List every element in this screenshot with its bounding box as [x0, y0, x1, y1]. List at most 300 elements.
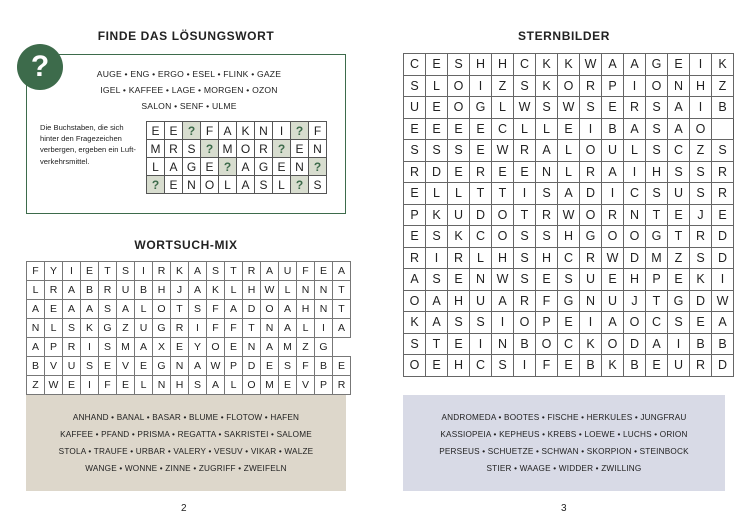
sternbilder-letter-cell: K — [448, 226, 470, 248]
wortsuch-letter-cell: A — [189, 262, 207, 281]
sternbilder-letter-cell: S — [448, 312, 470, 334]
wortsuch-letter-cell: A — [63, 300, 81, 319]
sternbilder-letter-cell: S — [404, 140, 426, 162]
wortsuch-letter-cell: B — [135, 281, 153, 300]
sternbilder-letter-cell: S — [448, 140, 470, 162]
sternbilder-letter-cell: R — [712, 183, 734, 205]
sternbilder-letter-cell: S — [404, 333, 426, 355]
sternbilder-letter-cell: S — [668, 312, 690, 334]
finde-letter-cell: S — [183, 140, 201, 158]
wortsuch-letter-cell: K — [81, 319, 99, 338]
sternbilder-letter-cell: D — [712, 226, 734, 248]
sternbilder-letter-cell: O — [624, 226, 646, 248]
wortsuch-letter-cell: H — [171, 376, 189, 395]
wortsuch-letter-cell: E — [117, 376, 135, 395]
wortsuch-letter-cell: U — [63, 357, 81, 376]
sternbilder-letter-cell: K — [404, 312, 426, 334]
wortsuch-letter-cell: R — [333, 376, 351, 395]
sternbilder-letter-cell: I — [668, 333, 690, 355]
wortsuch-letter-cell: T — [171, 300, 189, 319]
sternbilder-letter-cell: S — [712, 140, 734, 162]
sternbilder-letter-cell: D — [690, 290, 712, 312]
sternbilder-letter-cell: E — [470, 118, 492, 140]
wortsuch-letter-cell: G — [99, 319, 117, 338]
finde-letter-cell: G — [183, 158, 201, 176]
sternbilder-letter-cell: O — [404, 355, 426, 377]
wortsuch-letter-cell: A — [135, 338, 153, 357]
wortsuch-letter-cell: A — [279, 300, 297, 319]
wortsuch-letter-cell: A — [207, 376, 225, 395]
sternbilder-letter-cell: W — [580, 54, 602, 76]
sternbilder-letter-cell: U — [404, 97, 426, 119]
sternbilder-letter-cell: I — [514, 355, 536, 377]
finde-letter-cell: A — [237, 158, 255, 176]
wortsuch-letter-cell: N — [315, 300, 333, 319]
wortsuch-letter-cell: E — [315, 262, 333, 281]
sternbilder-letter-cell: D — [712, 247, 734, 269]
sternbilder-letter-cell: K — [426, 204, 448, 226]
sternbilder-letter-cell: S — [646, 118, 668, 140]
sternbilder-letter-grid — [403, 53, 734, 377]
finde-letter-cell: E — [201, 158, 219, 176]
finde-letter-cell: ? — [201, 140, 219, 158]
finde-instruction: Die Buchstaben, die sich hinter den Fragezeichen verbergen, ergeben ein Luftverkehrsmittel. — [40, 123, 136, 166]
sternbilder-letter-cell: U — [602, 140, 624, 162]
finde-letter-cell: E — [165, 176, 183, 194]
sternbilder-letter-cell: I — [514, 183, 536, 205]
sternbilder-letter-cell: S — [514, 247, 536, 269]
sternbilder-letter-cell: E — [492, 161, 514, 183]
sternbilder-letter-cell: I — [602, 183, 624, 205]
sternbilder-letter-cell: A — [712, 312, 734, 334]
sternbilder-letter-cell: A — [602, 312, 624, 334]
finde-letter-cell: ? — [147, 176, 165, 194]
sternbilder-letter-cell: O — [536, 333, 558, 355]
sternbilder-letter-cell: E — [602, 97, 624, 119]
sternbilder-letter-cell: B — [712, 97, 734, 119]
wortsuch-letter-cell: E — [81, 262, 99, 281]
sternbilder-letter-cell: H — [492, 247, 514, 269]
sternbilder-letter-cell: C — [492, 118, 514, 140]
sternbilder-letter-cell: T — [492, 183, 514, 205]
sternbilder-letter-cell: D — [624, 333, 646, 355]
grid-row — [404, 97, 734, 119]
sternbilder-letter-cell: R — [514, 140, 536, 162]
wortsuch-letter-cell: Z — [297, 338, 315, 357]
grid-row — [404, 355, 734, 377]
sternbilder-letter-cell: U — [470, 290, 492, 312]
wortsuch-letter-cell: F — [225, 319, 243, 338]
finde-word-line: SALON • SENF • ULME — [141, 101, 237, 111]
sternbilder-letter-cell: B — [602, 118, 624, 140]
finde-letter-cell: M — [147, 140, 165, 158]
wortsuch-letter-cell: T — [99, 262, 117, 281]
grid-row — [147, 140, 327, 158]
sternbilder-letter-cell: K — [558, 54, 580, 76]
finde-letter-cell: E — [291, 140, 309, 158]
sternbilder-letter-cell: E — [646, 355, 668, 377]
sternbilder-letter-cell: O — [646, 75, 668, 97]
sternbilder-letter-cell: A — [536, 140, 558, 162]
sternbilder-letter-cell: E — [558, 312, 580, 334]
sternbilder-letter-cell: G — [580, 226, 602, 248]
sternbilder-letter-cell: K — [536, 75, 558, 97]
wortsuch-letter-cell: F — [207, 300, 225, 319]
wortsuch-letter-cell: O — [207, 338, 225, 357]
grid-row — [404, 226, 734, 248]
sternbilder-letter-cell: A — [492, 290, 514, 312]
wortsuch-letter-cell: F — [207, 319, 225, 338]
sternbilder-letter-cell: C — [624, 183, 646, 205]
wortsuch-letter-cell: N — [171, 357, 189, 376]
sternbilder-letter-cell: B — [712, 333, 734, 355]
wortsuch-letter-cell: E — [99, 357, 117, 376]
wortsuch-letter-cell: Z — [27, 376, 45, 395]
grid-row — [404, 183, 734, 205]
wortsuch-letter-cell: M — [279, 338, 297, 357]
wortsuch-word-line: ANHAND • BANAL • BASAR • BLUME • FLOTOW • HAFEN — [72, 413, 300, 422]
grid-row — [27, 262, 351, 281]
wortsuch-letter-cell: A — [63, 281, 81, 300]
wortsuch-letter-cell: W — [45, 376, 63, 395]
sternbilder-letter-cell: O — [514, 312, 536, 334]
sternbilder-letter-cell: E — [448, 161, 470, 183]
sternbilder-letter-cell: G — [668, 290, 690, 312]
sternbilder-letter-cell: S — [646, 183, 668, 205]
sternbilder-letter-cell: S — [492, 355, 514, 377]
wortsuch-letter-cell: I — [135, 262, 153, 281]
sternbilder-letter-cell: W — [492, 140, 514, 162]
sternbilder-letter-cell: G — [646, 226, 668, 248]
sternbilder-letter-cell: O — [602, 333, 624, 355]
finde-letter-cell: F — [309, 122, 327, 140]
wortsuch-letter-cell: A — [117, 300, 135, 319]
sternbilder-letter-cell: W — [558, 97, 580, 119]
finde-letter-cell: ? — [183, 122, 201, 140]
sternbilder-letter-cell: L — [624, 140, 646, 162]
wortsuch-letter-cell: O — [243, 376, 261, 395]
wortsuch-letter-cell: D — [243, 357, 261, 376]
sternbilder-letter-cell: O — [448, 75, 470, 97]
wortsuch-letter-cell: A — [225, 300, 243, 319]
sternbilder-letter-cell: S — [536, 97, 558, 119]
finde-letter-cell: S — [309, 176, 327, 194]
sternbilder-letter-cell: C — [646, 312, 668, 334]
wortsuch-letter-cell: S — [99, 338, 117, 357]
sternbilder-letter-cell: A — [646, 333, 668, 355]
wortsuch-letter-cell: A — [261, 262, 279, 281]
wortsuch-letter-cell: S — [99, 300, 117, 319]
sternbilder-title: STERNBILDER — [518, 29, 610, 43]
sternbilder-letter-cell: R — [536, 204, 558, 226]
sternbilder-letter-cell: U — [668, 355, 690, 377]
sternbilder-letter-cell: S — [514, 226, 536, 248]
grid-row — [404, 118, 734, 140]
wortsuch-letter-cell: R — [153, 262, 171, 281]
sternbilder-letter-cell: Z — [712, 75, 734, 97]
wortsuch-word-box — [26, 395, 346, 491]
grid-row — [27, 300, 351, 319]
sternbilder-letter-cell: L — [448, 183, 470, 205]
sternbilder-letter-cell: R — [580, 161, 602, 183]
sternbilder-letter-cell: F — [536, 290, 558, 312]
sternbilder-letter-cell: D — [580, 183, 602, 205]
sternbilder-letter-cell: C — [558, 333, 580, 355]
grid-row — [27, 281, 351, 300]
sternbilder-letter-cell: S — [426, 269, 448, 291]
wortsuch-letter-cell: R — [243, 262, 261, 281]
wortsuch-letter-cell: E — [63, 376, 81, 395]
sternbilder-letter-cell: I — [492, 312, 514, 334]
sternbilder-letter-cell: W — [602, 247, 624, 269]
sternbilder-letter-cell: C — [558, 247, 580, 269]
sternbilder-letter-cell: S — [668, 161, 690, 183]
sternbilder-letter-cell: L — [558, 140, 580, 162]
sternbilder-letter-cell: E — [602, 269, 624, 291]
sternbilder-letter-cell: T — [514, 204, 536, 226]
sternbilder-letter-cell: B — [580, 355, 602, 377]
wortsuch-letter-cell: L — [27, 281, 45, 300]
finde-letter-cell: N — [291, 158, 309, 176]
finde-letter-cell: A — [219, 122, 237, 140]
sternbilder-letter-cell: K — [580, 333, 602, 355]
finde-letter-cell: I — [273, 122, 291, 140]
sternbilder-letter-cell: S — [514, 269, 536, 291]
wortsuch-letter-cell: F — [27, 262, 45, 281]
sternbilder-letter-cell: H — [624, 269, 646, 291]
wortsuch-letter-cell: A — [189, 357, 207, 376]
sternbilder-letter-cell: B — [690, 333, 712, 355]
sternbilder-letter-cell: S — [558, 269, 580, 291]
sternbilder-letter-cell: I — [624, 161, 646, 183]
sternbilder-letter-cell: H — [470, 54, 492, 76]
sternbilder-letter-cell: O — [492, 226, 514, 248]
sternbilder-letter-cell: S — [536, 226, 558, 248]
sternbilder-letter-cell: U — [602, 290, 624, 312]
sternbilder-letter-cell: O — [690, 118, 712, 140]
sternbilder-letter-cell: W — [712, 290, 734, 312]
sternbilder-letter-cell: L — [470, 247, 492, 269]
sternbilder-letter-cell: R — [448, 247, 470, 269]
wortsuch-letter-cell: E — [261, 357, 279, 376]
sternbilder-letter-cell: S — [426, 226, 448, 248]
sternbilder-letter-cell: L — [426, 183, 448, 205]
sternbilder-letter-cell: G — [558, 290, 580, 312]
sternbilder-letter-cell: K — [690, 269, 712, 291]
sternbilder-letter-cell: H — [492, 54, 514, 76]
sternbilder-letter-cell: E — [514, 161, 536, 183]
wortsuch-letter-cell: F — [297, 262, 315, 281]
grid-row — [404, 161, 734, 183]
wortsuch-letter-cell: U — [117, 281, 135, 300]
sternbilder-letter-cell: N — [624, 204, 646, 226]
sternbilder-letter-cell: R — [404, 247, 426, 269]
sternbilder-letter-cell: E — [668, 204, 690, 226]
wortsuch-word-line: KAFFEE • PFAND • PRISMA • REGATTA • SAKRISTEI • SALOME — [60, 430, 312, 439]
sternbilder-letter-cell: R — [580, 247, 602, 269]
sternbilder-letter-cell: S — [470, 312, 492, 334]
wortsuch-letter-cell: H — [243, 281, 261, 300]
sternbilder-letter-cell: H — [646, 161, 668, 183]
sternbilder-letter-cell: K — [536, 54, 558, 76]
sternbilder-letter-cell: L — [514, 118, 536, 140]
sternbilder-letter-cell: D — [426, 161, 448, 183]
sternbilder-letter-cell: N — [492, 333, 514, 355]
finde-letter-cell: O — [201, 176, 219, 194]
sternbilder-letter-cell: W — [492, 269, 514, 291]
sternbilder-letter-cell: I — [426, 247, 448, 269]
grid-row — [27, 319, 351, 338]
sternbilder-letter-cell: I — [580, 118, 602, 140]
grid-row — [404, 54, 734, 76]
sternbilder-letter-cell: I — [624, 75, 646, 97]
sternbilder-letter-cell: O — [492, 204, 514, 226]
sternbilder-letter-cell: E — [404, 183, 426, 205]
grid-row — [404, 140, 734, 162]
grid-row — [27, 376, 351, 395]
page-number-left: 2 — [181, 503, 187, 514]
sternbilder-letter-cell: C — [470, 226, 492, 248]
wortsuch-letter-cell: N — [261, 319, 279, 338]
wortsuch-letter-cell: R — [99, 281, 117, 300]
sternbilder-letter-cell: F — [536, 355, 558, 377]
page-number-right: 3 — [561, 503, 567, 514]
sternbilder-letter-cell: P — [602, 75, 624, 97]
sternbilder-letter-cell: E — [448, 269, 470, 291]
sternbilder-letter-cell: E — [558, 355, 580, 377]
sternbilder-letter-cell: S — [514, 75, 536, 97]
wortsuch-letter-cell: F — [297, 357, 315, 376]
wortsuch-letter-cell: T — [225, 262, 243, 281]
grid-row — [147, 122, 327, 140]
sternbilder-letter-cell: I — [470, 75, 492, 97]
sternbilder-letter-cell: E — [426, 118, 448, 140]
sternbilder-letter-cell: N — [470, 269, 492, 291]
sternbilder-letter-cell: W — [558, 204, 580, 226]
grid-row — [147, 158, 327, 176]
finde-letter-cell: L — [219, 176, 237, 194]
grid-row — [147, 176, 327, 194]
sternbilder-letter-cell: E — [558, 118, 580, 140]
wortsuch-letter-cell: B — [315, 357, 333, 376]
sternbilder-letter-cell: C — [404, 54, 426, 76]
wortsuch-letter-cell: E — [45, 300, 63, 319]
finde-letter-cell: R — [255, 140, 273, 158]
sternbilder-letter-cell: S — [690, 247, 712, 269]
sternbilder-letter-cell: M — [646, 247, 668, 269]
wortsuch-letter-cell: N — [153, 376, 171, 395]
wortsuch-letter-cell: H — [297, 300, 315, 319]
grid-row — [404, 247, 734, 269]
wortsuch-letter-cell: M — [117, 338, 135, 357]
finde-letter-cell: ? — [291, 176, 309, 194]
sternbilder-letter-cell: D — [712, 355, 734, 377]
sternbilder-letter-cell: O — [580, 204, 602, 226]
wortsuch-letter-cell: L — [135, 376, 153, 395]
sternbilder-letter-cell: P — [646, 269, 668, 291]
sternbilder-letter-cell: R — [602, 204, 624, 226]
wortsuch-letter-cell: R — [45, 281, 63, 300]
wortsuch-letter-cell: S — [189, 376, 207, 395]
wortsuch-letter-cell: K — [171, 262, 189, 281]
sternbilder-letter-cell: S — [646, 97, 668, 119]
wortsuch-letter-cell: A — [333, 319, 351, 338]
sternbilder-letter-cell: E — [404, 226, 426, 248]
sternbilder-letter-cell: R — [712, 161, 734, 183]
sternbilder-letter-cell: J — [624, 290, 646, 312]
sternbilder-letter-cell: R — [690, 226, 712, 248]
sternbilder-letter-cell: S — [404, 75, 426, 97]
sternbilder-letter-cell: E — [470, 140, 492, 162]
sternbilder-letter-cell: N — [580, 290, 602, 312]
wortsuch-letter-cell: G — [153, 357, 171, 376]
sternbilder-letter-cell: T — [426, 333, 448, 355]
sternbilder-letter-cell: O — [404, 290, 426, 312]
wortsuch-letter-cell: T — [333, 300, 351, 319]
sternbilder-letter-cell: I — [580, 312, 602, 334]
sternbilder-letter-cell: H — [690, 75, 712, 97]
finde-letter-cell: L — [147, 158, 165, 176]
finde-word-list — [64, 66, 314, 114]
wortsuch-word-line: STOLA • TRAUFE • URBAR • VALERY • VESUV • VIKAR • WALZE — [58, 447, 314, 456]
wortsuch-letter-cell: W — [207, 357, 225, 376]
sternbilder-letter-cell: E — [448, 118, 470, 140]
finde-letter-cell: R — [165, 140, 183, 158]
wortsuch-letter-cell: P — [45, 338, 63, 357]
wortsuch-letter-cell: P — [225, 357, 243, 376]
finde-letter-cell: ? — [309, 158, 327, 176]
sternbilder-letter-cell: E — [668, 54, 690, 76]
sternbilder-letter-cell: A — [624, 54, 646, 76]
sternbilder-letter-cell: T — [646, 204, 668, 226]
sternbilder-letter-cell: S — [646, 140, 668, 162]
sternbilder-letter-cell: S — [536, 183, 558, 205]
grid-row — [27, 357, 351, 376]
wortsuch-letter-cell: S — [63, 319, 81, 338]
wortsuch-letter-cell: Y — [45, 262, 63, 281]
sternbilder-letter-cell: E — [668, 269, 690, 291]
sternbilder-letter-cell: A — [558, 183, 580, 205]
grid-row — [404, 312, 734, 334]
sternbilder-letter-cell: Z — [668, 247, 690, 269]
wortsuch-letter-cell: V — [45, 357, 63, 376]
sternbilder-letter-cell: U — [580, 269, 602, 291]
sternbilder-letter-cell: G — [646, 54, 668, 76]
sternbilder-letter-cell: E — [404, 118, 426, 140]
wortsuch-letter-cell: I — [81, 338, 99, 357]
sternbilder-letter-cell: U — [668, 183, 690, 205]
sternbilder-word-line: PERSEUS • SCHUETZE • SCHWAN • SKORPION • STEINBOCK — [439, 447, 689, 456]
wortsuch-letter-cell: A — [189, 281, 207, 300]
sternbilder-letter-cell: E — [712, 204, 734, 226]
finde-letter-cell: ? — [273, 140, 291, 158]
wortsuch-letter-cell: L — [225, 376, 243, 395]
finde-letter-cell: N — [183, 176, 201, 194]
wortsuch-letter-cell: I — [189, 319, 207, 338]
wortsuch-letter-cell: U — [135, 319, 153, 338]
sternbilder-word-line: STIER • WAAGE • WIDDER • ZWILLING — [486, 464, 642, 473]
finde-letter-cell: G — [255, 158, 273, 176]
sternbilder-letter-cell: I — [470, 333, 492, 355]
wortsuch-letter-cell: E — [135, 357, 153, 376]
sternbilder-letter-cell: S — [448, 54, 470, 76]
wortsuch-letter-cell: H — [153, 281, 171, 300]
sternbilder-letter-cell: R — [690, 355, 712, 377]
wortsuch-letter-cell: N — [297, 281, 315, 300]
wortsuch-letter-cell: O — [153, 300, 171, 319]
wortsuch-letter-cell: J — [171, 281, 189, 300]
wortsuch-letter-grid — [26, 261, 351, 395]
